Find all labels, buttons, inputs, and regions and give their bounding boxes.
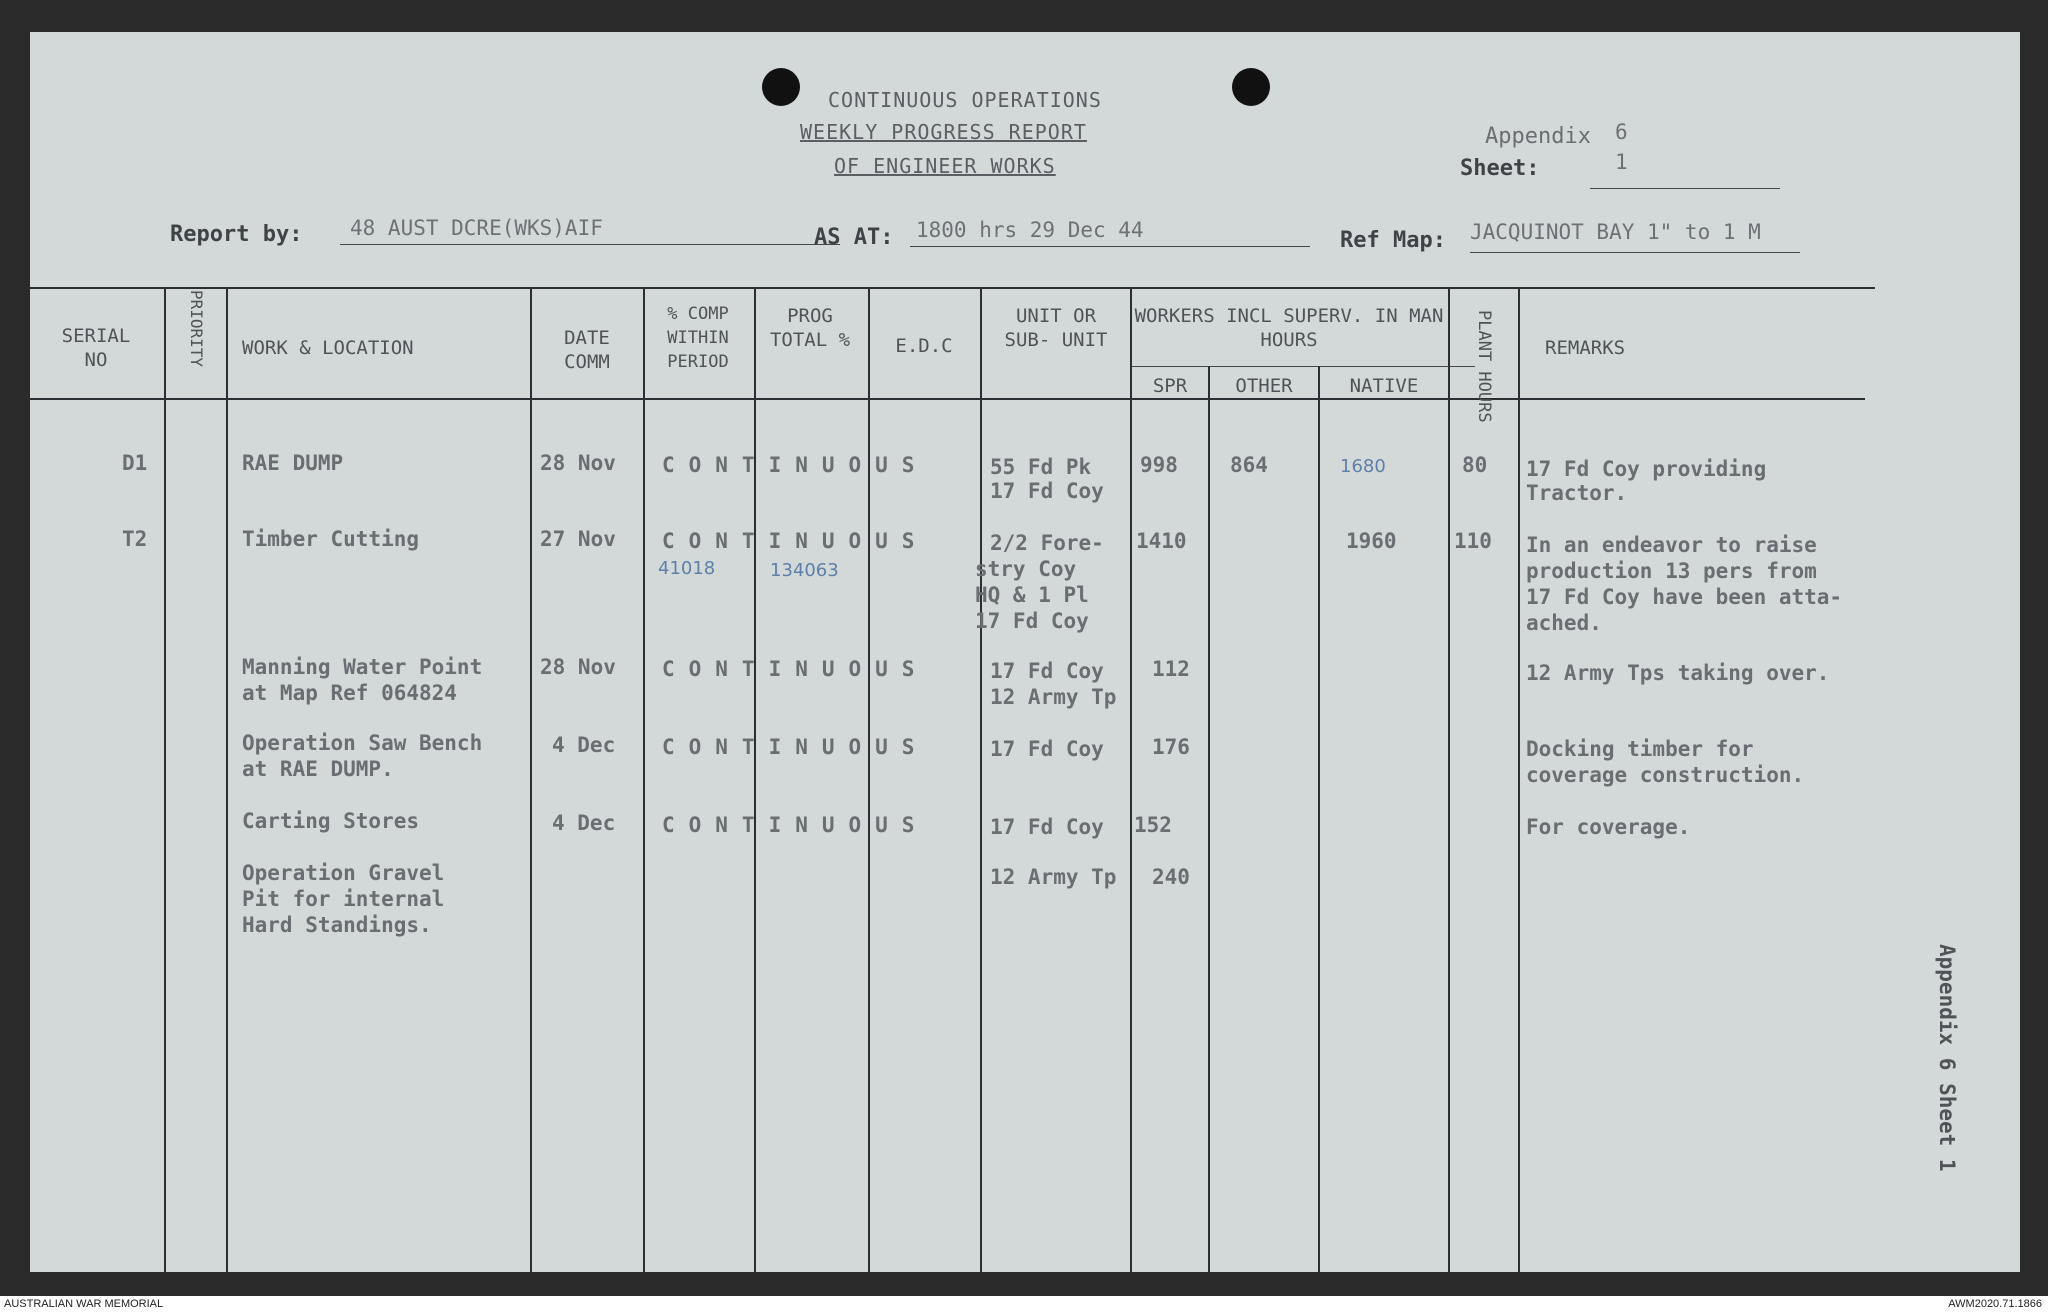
column-header-workers: WORKERS INCL SUPERV. IN MAN HOURS	[1134, 305, 1444, 351]
row-spr: 998	[1140, 453, 1178, 477]
as-at-label: AS AT:	[814, 225, 894, 250]
column-divider	[1518, 287, 1520, 1272]
row-status: CONTINUOUS	[662, 813, 929, 837]
column-header-date: DATE COMM	[564, 327, 610, 373]
row-date: 28 Nov	[540, 451, 616, 475]
column-divider	[754, 287, 756, 1272]
column-header-plant: PLANT HOURS	[1474, 310, 1494, 423]
row-remarks-line: production 13 pers from	[1526, 559, 1817, 583]
ref-map-label: Ref Map:	[1340, 228, 1446, 253]
row-remarks-line: Tractor.	[1526, 481, 1628, 505]
column-header-spr: SPR	[1152, 375, 1188, 397]
side-note-appendix-sheet: Appendix 6 Sheet 1	[1935, 944, 1959, 1172]
report-title-line-3: OF ENGINEER WORKS	[834, 154, 1056, 178]
column-divider	[1448, 287, 1450, 1272]
column-header-prog: PROG TOTAL %	[769, 305, 851, 351]
column-header-edc: E.D.C	[895, 335, 953, 357]
column-header-work: WORK & LOCATION	[242, 337, 414, 359]
row-work-line: Operation Saw Bench	[242, 731, 483, 755]
row-spr: 176	[1152, 735, 1190, 759]
row-spr: 1410	[1136, 529, 1187, 553]
report-title-line-1: CONTINUOUS OPERATIONS	[828, 88, 1102, 112]
row-work-line: at Map Ref 064824	[242, 681, 457, 705]
row-remarks-line: 17 Fd Coy providing	[1526, 457, 1767, 481]
column-header-serial: SERIAL NO	[61, 325, 131, 371]
column-divider	[530, 287, 532, 1272]
row-status: CONTINUOUS	[662, 453, 929, 477]
column-header-other: OTHER	[1235, 375, 1293, 397]
row-work-line: Carting Stores	[242, 809, 420, 833]
column-divider	[1130, 287, 1132, 1272]
column-header-comp: % COMP WITHIN PERIOD	[667, 304, 729, 372]
row-native-handwritten: 1680	[1340, 456, 1386, 477]
column-header-remarks: REMARKS	[1545, 337, 1626, 359]
row-plant: 110	[1454, 529, 1492, 553]
workers-subheader-rule	[1130, 366, 1475, 367]
column-header-native: NATIVE	[1349, 375, 1419, 397]
as-at-underline	[910, 246, 1310, 247]
row-status: CONTINUOUS	[662, 529, 929, 553]
row-date: 28 Nov	[540, 655, 616, 679]
row-other: 864	[1230, 453, 1268, 477]
row-work: RAE DUMP	[242, 451, 344, 475]
row-serial: T2	[122, 527, 148, 551]
column-divider	[1208, 366, 1210, 1272]
column-divider	[226, 287, 228, 1272]
row-status: CONTINUOUS	[662, 735, 929, 759]
row-prog-note-handwritten: 134063	[770, 560, 839, 581]
column-divider	[1318, 366, 1320, 1272]
column-header-priority: PRIORITY	[187, 290, 206, 368]
row-remarks-line: 12 Army Tps taking over.	[1526, 661, 1830, 685]
row-date: 4 Dec	[552, 811, 616, 835]
row-remarks-line: 17 Fd Coy have been atta-	[1526, 585, 1843, 609]
row-unit-line: 17 Fd Coy	[990, 815, 1104, 839]
table-top-rule	[30, 287, 1875, 289]
row-unit-line: 2/2 Fore-	[990, 531, 1104, 555]
row-unit-line: 55 Fd Pk	[990, 455, 1092, 479]
row-status: CONTINUOUS	[662, 657, 929, 681]
row-native: 1960	[1346, 529, 1397, 553]
ref-map-value: JACQUINOT BAY 1" to 1 M	[1470, 220, 1761, 244]
column-divider	[980, 287, 982, 1272]
sheet-label: Sheet:	[1460, 156, 1540, 181]
sheet-value: 1	[1615, 150, 1628, 174]
column-divider	[868, 287, 870, 1272]
row-spr: 152	[1134, 813, 1172, 837]
row-unit-line: 17 Fd Coy	[990, 737, 1104, 761]
report-title-line-2: WEEKLY PROGRESS REPORT	[800, 120, 1087, 144]
sheet-underline	[1590, 188, 1780, 189]
punch-hole	[1232, 68, 1270, 106]
report-by-underline	[340, 244, 840, 245]
archive-footer	[0, 1296, 2048, 1314]
appendix-label: Appendix	[1485, 124, 1591, 149]
row-unit-line: 17 Fd Coy	[990, 659, 1104, 683]
row-plant: 80	[1462, 453, 1488, 477]
appendix-value: 6	[1615, 120, 1628, 144]
ref-map-underline	[1470, 252, 1800, 253]
row-unit-line: 12 Army Tp	[990, 685, 1117, 709]
row-spr: 240	[1152, 865, 1190, 889]
row-serial: D1	[122, 451, 148, 475]
report-by-label: Report by:	[170, 222, 303, 247]
row-remarks-line: For coverage.	[1526, 815, 1691, 839]
row-remarks-line: ached.	[1526, 611, 1602, 635]
row-comp-note-handwritten: 41018	[658, 558, 716, 579]
row-remarks-line: Docking timber for	[1526, 737, 1754, 761]
document-page	[30, 32, 2020, 1272]
row-work-line: Operation Gravel	[242, 861, 445, 885]
table-header-rule	[30, 398, 1865, 400]
column-divider	[164, 287, 166, 1272]
row-unit-line: HQ & 1 Pl	[975, 583, 1089, 607]
footer-left-label: AUSTRALIAN WAR MEMORIAL	[4, 1298, 164, 1310]
as-at-value: 1800 hrs 29 Dec 44	[916, 218, 1144, 242]
punch-hole	[762, 68, 800, 106]
column-header-unit: UNIT OR SUB- UNIT	[1004, 305, 1108, 351]
row-date: 4 Dec	[552, 733, 616, 757]
row-remarks-line: In an endeavor to raise	[1526, 533, 1817, 557]
footer-accession-number: AWM2020.71.1866	[1948, 1298, 2042, 1310]
row-work-line: Pit for internal	[242, 887, 445, 911]
column-divider	[643, 287, 645, 1272]
report-by-value: 48 AUST DCRE(WKS)AIF	[350, 216, 603, 240]
row-unit-line: 17 Fd Coy	[975, 609, 1089, 633]
row-work-line: Manning Water Point	[242, 655, 483, 679]
row-work: Timber Cutting	[242, 527, 420, 551]
row-work-line: at RAE DUMP.	[242, 757, 394, 781]
row-unit-line: 12 Army Tp	[990, 865, 1117, 889]
row-work-line: Hard Standings.	[242, 913, 432, 937]
row-remarks-line: coverage construction.	[1526, 763, 1805, 787]
row-date: 27 Nov	[540, 527, 616, 551]
row-unit-line: stry Coy	[975, 557, 1077, 581]
row-spr: 112	[1152, 657, 1190, 681]
row-unit-line: 17 Fd Coy	[990, 479, 1104, 503]
